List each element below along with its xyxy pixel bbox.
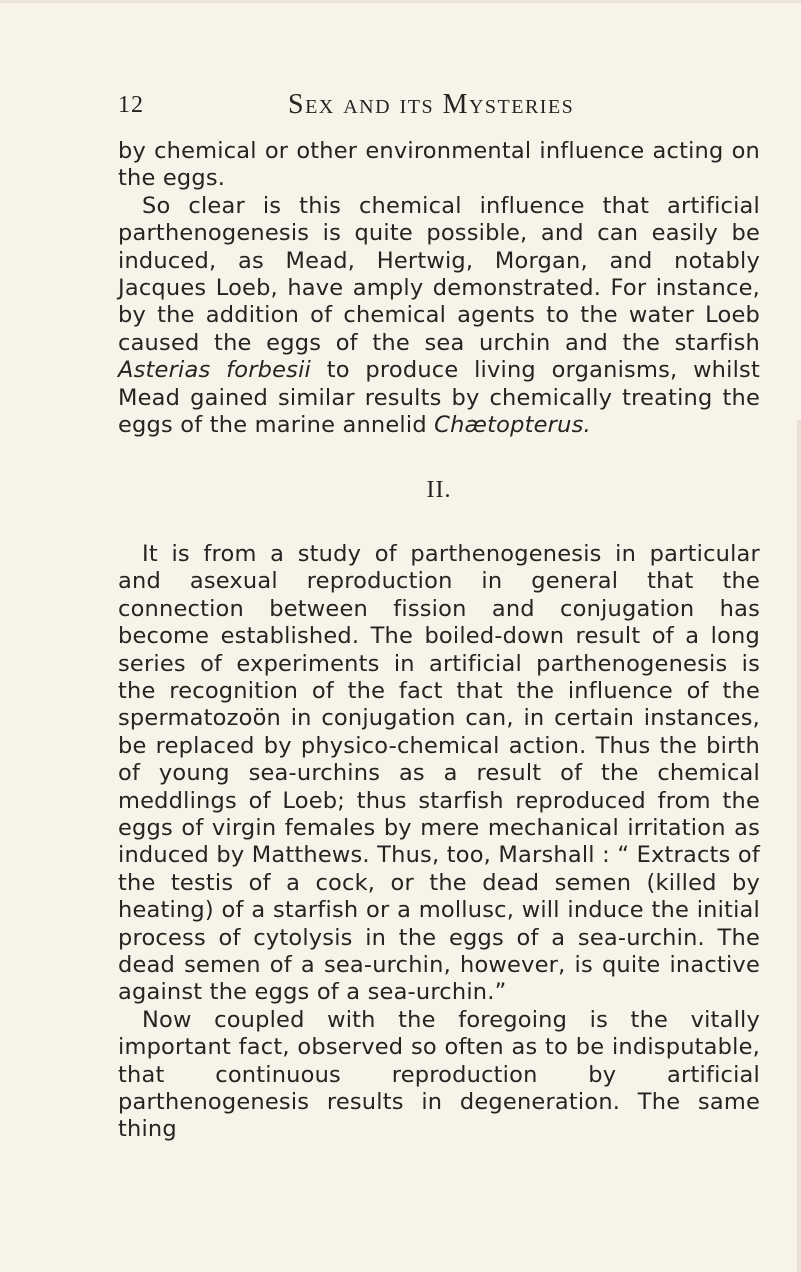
paragraph-1: by chemical or other environmental influence acting on the eggs. <box>118 138 760 192</box>
species-name-asterias: Asterias forbesii <box>118 357 311 384</box>
page-body <box>118 138 760 1144</box>
page-number: 12 <box>118 92 144 118</box>
section-heading: II. <box>426 477 452 504</box>
running-title: Sex and its Mysteries <box>288 89 575 120</box>
paragraph-2 <box>118 193 760 440</box>
top-edge <box>0 0 801 3</box>
paragraph-3: It is from a study of parthenogenesis in particular and asexual reproduction in general that the connection between fission and conjugation has become established. The boiled-down result of a long series of experiments in artificial parthenogenesis is the recognition of the fact that the influence of the spermatozoön in conjugation can, in certain instances, be replaced by physico-chemical action. Thus the birth of young sea-urchins as a result of the chemical meddlings of Loeb; thus starfish reproduced from the eggs of virgin females by mere mechanical irritation as induced by Matthews. Thus, too, Marshall : “ Extracts of the testis of a cock, or the dead semen (killed by heating) of a starfish or a mollusc, will induce the initial process of cytolysis in the eggs of a sea-urchin. The dead semen of a sea-urchin, however, is quite inactive against the eggs of a sea-urchin.” <box>118 540 760 1006</box>
paragraph-2-text-a: So clear is this chemical influence that artificial parthenogenesis is quite possible, and can easily be induced, as Mead, Hertwig, Morgan, and notably Jacques Loeb, have amply demonstrated. For instance, by the addition of chemical agents to the water Loeb caused the eggs of the sea urchin and the starfish <box>118 192 760 356</box>
paragraph-4: Now coupled with the foregoing is the vitally important fact, observed so often as to be indisputable, that continuous reproduction by artificial parthenogenesis results in degeneration. The same thing <box>118 1006 760 1143</box>
species-name-chaetopterus: Chætopterus. <box>434 412 591 439</box>
page-header <box>0 89 801 126</box>
paragraph-2-text-b: to produce living organisms, whilst Mead gained similar results by chemically treating the eggs of the marine annelid <box>118 357 760 439</box>
page-edge-shadow <box>797 420 801 1272</box>
